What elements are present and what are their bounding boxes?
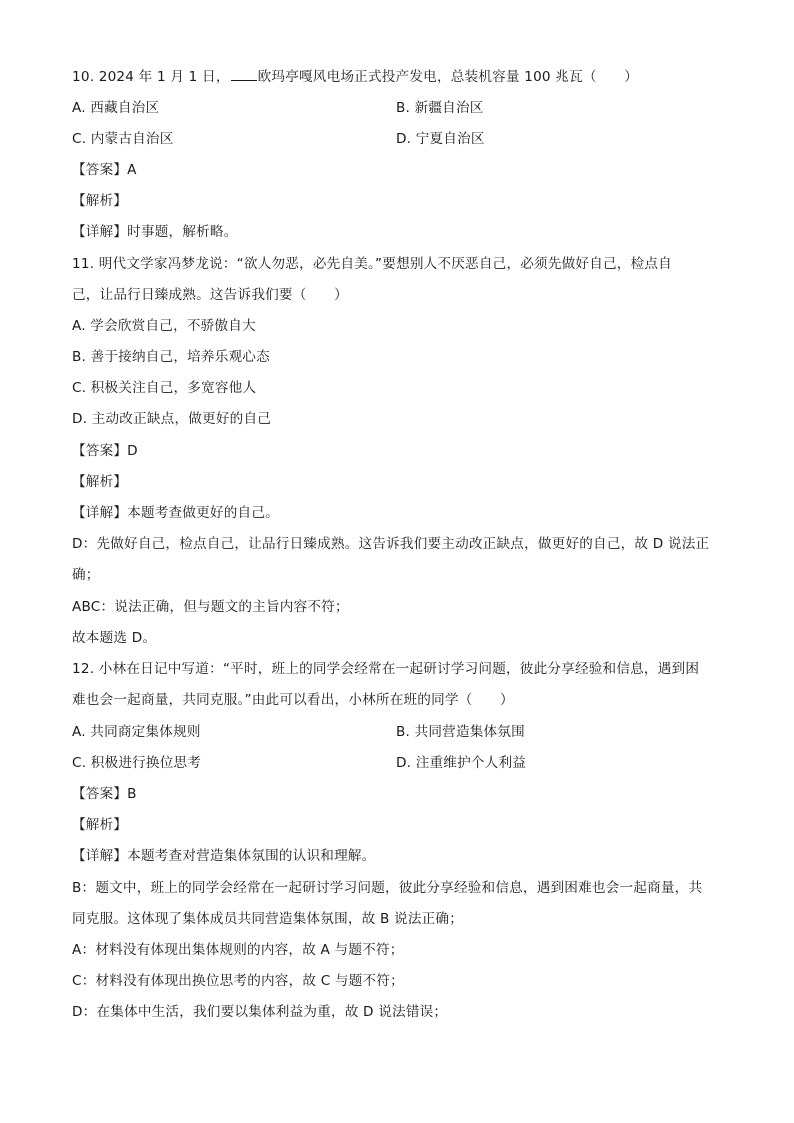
q11-explain-d-line1: D：先做好自己，检点自己，让品行日臻成熟。这告诉我们要主动改正缺点，做更好的自己，故 D 说法正 — [72, 536, 710, 552]
q11-option-b: B. 善于接纳自己，培养乐观心态 — [72, 349, 270, 365]
q10-detail: 【详解】时事题，解析略。 — [72, 224, 238, 240]
q11-analysis-label: 【解析】 — [72, 474, 128, 490]
q11-option-c: C. 积极关注自己，多宽容他人 — [72, 380, 257, 396]
q12-explain-b-line2: 同克服。这体现了集体成员共同营造集体氛围，故 B 说法正确； — [72, 911, 463, 927]
q10-stem-before: 10. 2024 年 1 月 1 日， — [72, 69, 230, 85]
q12-explain-a: A：材料没有体现出集体规则的内容，故 A 与题不符； — [72, 942, 404, 958]
q10-option-d: D. 宁夏自治区 — [396, 131, 485, 147]
q11-conclusion: 故本题选 D。 — [72, 630, 157, 646]
q12-analysis-label: 【解析】 — [72, 817, 128, 833]
q11-stem-line2: 己，让品行日臻成熟。这告诉我们要（ ） — [72, 287, 348, 303]
q10-analysis-label: 【解析】 — [72, 193, 128, 209]
q10-option-c: C. 内蒙古自治区 — [72, 131, 174, 147]
q12-option-c: C. 积极进行换位思考 — [72, 755, 202, 771]
q12-explain-b-line1: B：题文中，班上的同学会经常在一起研讨学习问题，彼此分享经验和信息，遇到困难也会一起商量，共 — [72, 880, 703, 896]
q12-stem-line1: 12. 小林在日记中写道：“平时，班上的同学会经常在一起研讨学习问题，彼此分享经验和信息，遇到困 — [72, 661, 700, 677]
q10-stem — [72, 66, 638, 87]
q12-stem-line2: 难也会一起商量，共同克服。”由此可以看出，小林所在班的同学（ ） — [72, 692, 514, 708]
q10-option-b: B. 新疆自治区 — [396, 100, 484, 116]
q10-stem-after: 欧玛亭嘎风电场正式投产发电，总装机容量 100 兆瓦（ ） — [257, 69, 639, 85]
q10-option-a: A. 西藏自治区 — [72, 100, 160, 116]
q11-detail: 【详解】本题考查做更好的自己。 — [72, 505, 279, 521]
q11-answer: 【答案】D — [72, 443, 138, 459]
q12-option-d: D. 注重维护个人利益 — [396, 755, 527, 771]
q12-option-b: B. 共同营造集体氛围 — [396, 724, 525, 740]
q12-detail: 【详解】本题考查对营造集体氛围的认识和理解。 — [72, 848, 376, 864]
q11-stem-line1: 11. 明代文学家冯梦龙说：“欲人勿恶，必先自美。”要想别人不厌恶自己，必须先做好自己，检点自 — [72, 256, 672, 272]
q11-option-d: D. 主动改正缺点，做更好的自己 — [72, 411, 272, 427]
q11-explain-d-line2: 确； — [72, 567, 100, 583]
q12-option-a: A. 共同商定集体规则 — [72, 724, 201, 740]
q11-explain-abc: ABC：说法正确，但与题文的主旨内容不符； — [72, 599, 349, 615]
q10-blank — [231, 66, 257, 81]
q12-explain-c: C：材料没有体现出换位思考的内容，故 C 与题不符； — [72, 973, 404, 989]
q10-answer: 【答案】A — [72, 162, 137, 178]
q12-answer: 【答案】B — [72, 786, 137, 802]
q11-option-a: A. 学会欣赏自己，不骄傲自大 — [72, 318, 256, 334]
q12-explain-d: D：在集体中生活，我们要以集体利益为重，故 D 说法错误； — [72, 1004, 448, 1020]
